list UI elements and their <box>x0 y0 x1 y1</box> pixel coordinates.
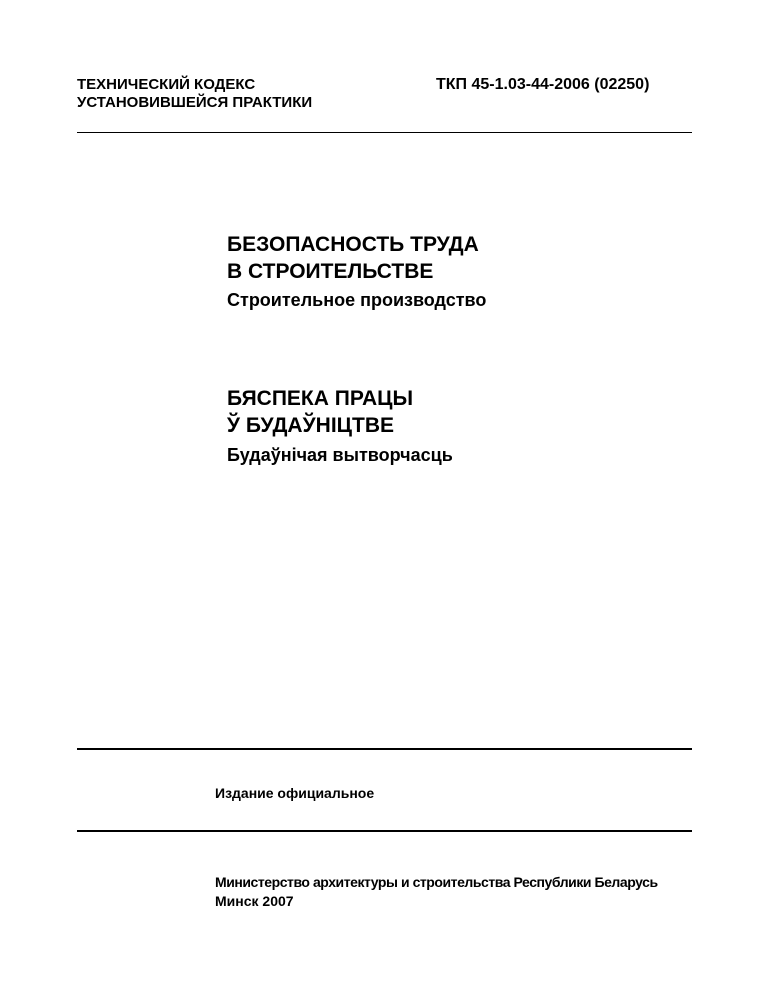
title-belarusian <box>227 385 413 439</box>
title-belarusian-line2: Ў БУДАЎНІЦТВЕ <box>227 414 394 437</box>
title-russian-line1: БЕЗОПАСНОСТЬ ТРУДА <box>227 233 479 256</box>
document-type <box>77 76 312 112</box>
subtitle-russian: Строительное производство <box>227 290 487 310</box>
title-belarusian-line1: БЯСПЕКА ПРАЦЫ <box>227 387 414 410</box>
document-type-line1: ТЕХНИЧЕСКИЙ КОДЕКС <box>77 76 256 93</box>
subtitle-belarusian: Будаўнічая вытворчасць <box>227 445 453 465</box>
edition-divider-bottom <box>77 830 692 832</box>
header-divider <box>77 132 692 133</box>
publisher-block <box>215 873 658 911</box>
title-russian <box>227 231 479 285</box>
document-type-line2: УСТАНОВИВШЕЙСЯ ПРАКТИКИ <box>77 94 313 111</box>
publisher-organization: Министерство архитектуры и строительства Республики Беларусь <box>215 874 658 890</box>
title-russian-line2: В СТРОИТЕЛЬСТВЕ <box>227 260 434 283</box>
document-code: ТКП 45-1.03-44-2006 (02250) <box>436 76 650 93</box>
edition-label: Издание официальное <box>215 785 375 801</box>
edition-divider-top <box>77 748 692 750</box>
publisher-place-year: Минск 2007 <box>215 893 294 909</box>
